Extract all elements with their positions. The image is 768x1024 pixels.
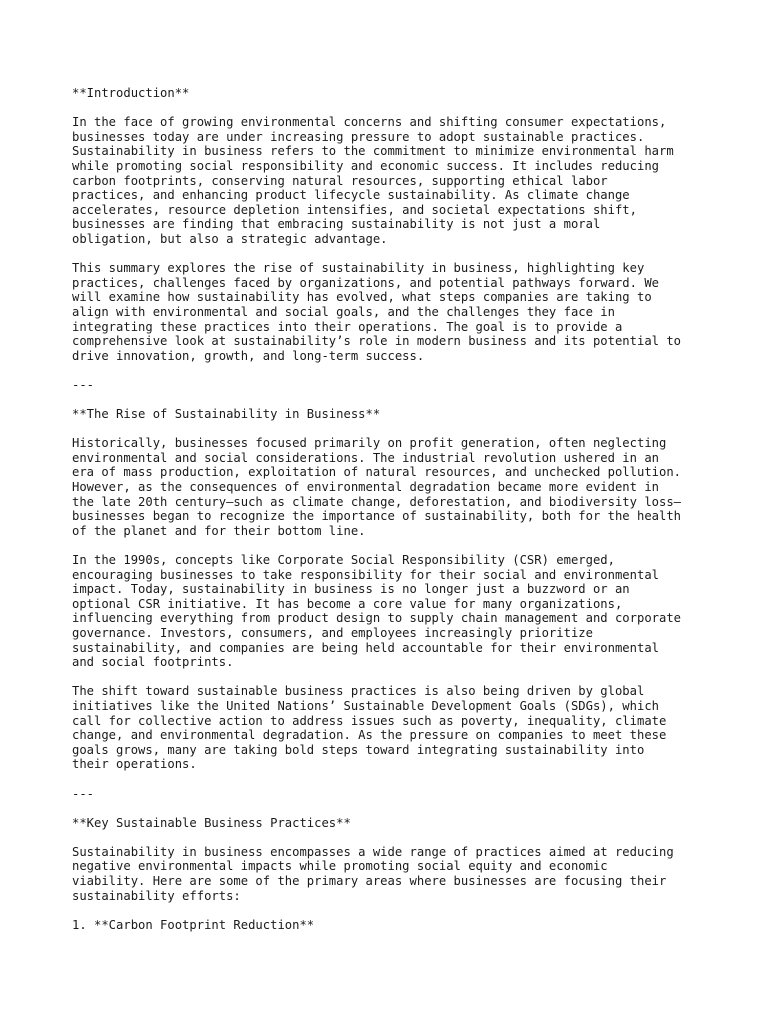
- list-item: 1. **Carbon Footprint Reduction**: [72, 917, 315, 932]
- intro-paragraph-2: This summary explores the rise of sustainability in business, highlighting key practices, challenges faced by organizations, and potential pathways forward. We will examine how sustainability has evolved, what steps companies are taking to align with environmental and social goals, and the challenges they face in integrating these practices into their operations. The goal is to provide a comprehensive look at sustainability’s role in modern business and its potential to drive innovation, growth, and long-term success.: [72, 261, 682, 363]
- rise-paragraph-1: Historically, businesses focused primarily on profit generation, often neglecting environmental and social considerations. The industrial revolution ushered in an era of mass production, exploitation of natural resources, and unchecked pollution. However, as the consequences of environmental degradation became more evident in the late 20th century—such as climate change, deforestation, and biodiversity loss— businesses began to recognize the importance of sustainability, both for the health of the planet and for their bottom line.: [72, 436, 682, 538]
- intro-heading: **Introduction**: [72, 86, 190, 100]
- rise-paragraph-3: The shift toward sustainable business practices is also being driven by global initiatives like the United Nations’ Sustainable Development Goals (SDGs), which call for collective action to address issues such as poverty, inequality, climate change, and environmental degradation. As the pressure on companies to meet these goals grows, many are taking bold steps toward integrating sustainability into their operations.: [72, 684, 667, 772]
- intro-paragraph-1: In the face of growing environmental concerns and shifting consumer expectations, businesses today are under increasing pressure to adopt sustainable practices. Sustainability in business refers to the commitment to minimize environmental harm while promoting social responsibility and economic success. It includes reducing carbon footprints, conserving natural resources, supporting ethical labor practices, and enhancing product lifecycle sustainability. As climate change accelerates, resource depletion intensifies, and societal expectations shift, businesses are finding that embracing sustainability is not just a moral obligation, but also a strategic advantage.: [72, 115, 674, 246]
- section-divider: ---: [72, 786, 95, 801]
- practices-heading: **Key Sustainable Business Practices**: [72, 815, 351, 830]
- section-divider: ---: [72, 377, 95, 392]
- rise-paragraph-2: In the 1990s, concepts like Corporate Social Responsibility (CSR) emerged, encouraging businesses to take responsibility for their social and environmental impact. Today, sustainability in business is no longer just a buzzword or an optional CSR initiative. It has become a core value for many organizations, influencing everything from product design to supply chain management and corporate governance. Investors, consumers, and employees increasingly prioritize sustainability, and companies are being held accountable for their environmental and social footprints.: [72, 553, 682, 670]
- document-page: [72, 86, 712, 947]
- practices-paragraph-1: Sustainability in business encompasses a wide range of practices aimed at reducing negative environmental impacts while promoting social equity and economic viability. Here are some of the primary areas where businesses are focusing their sustainability efforts:: [72, 844, 674, 903]
- rise-heading: **The Rise of Sustainability in Business**: [72, 407, 381, 422]
